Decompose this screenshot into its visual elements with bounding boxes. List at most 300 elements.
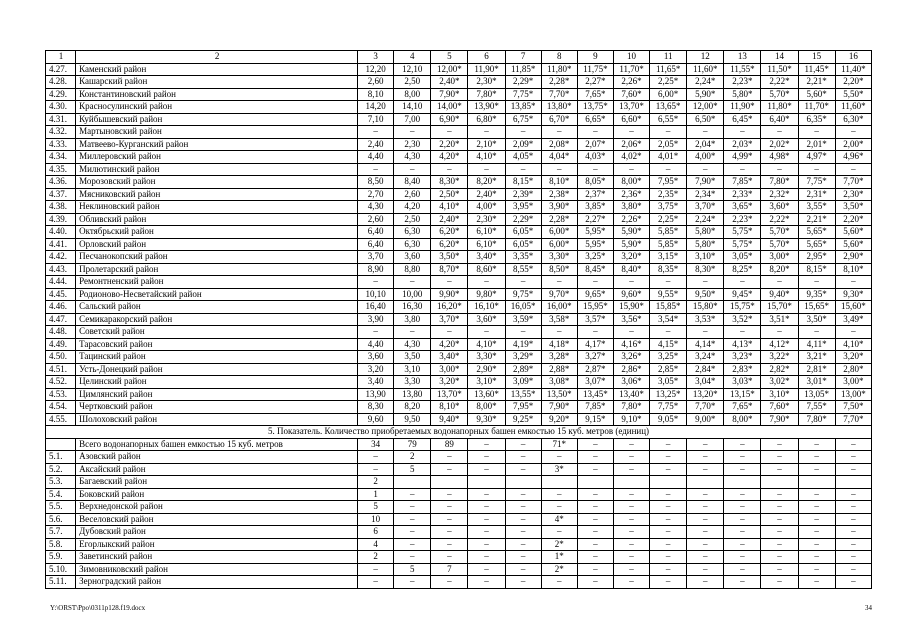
row-number-cell: 4.53. — [46, 388, 76, 401]
value-cell: – — [724, 526, 761, 539]
value-cell: 2,00* — [835, 138, 871, 151]
value-cell: 2,84* — [687, 363, 724, 376]
value-cell: 9,15* — [577, 413, 613, 426]
value-cell: – — [835, 538, 871, 551]
value-cell: 3,05* — [650, 376, 687, 389]
value-cell: – — [835, 326, 871, 339]
value-cell: 2,40* — [431, 213, 468, 226]
value-cell: 12,00* — [687, 101, 724, 114]
table-row — [46, 476, 872, 489]
row-label-cell: Константиновский район — [76, 88, 358, 101]
value-cell: 5 — [394, 563, 431, 576]
value-cell: – — [577, 126, 613, 139]
table-row — [46, 313, 872, 326]
value-cell: – — [394, 501, 431, 514]
value-cell: – — [613, 451, 649, 464]
value-cell: – — [724, 438, 761, 451]
row-number-cell: 4.29. — [46, 88, 76, 101]
value-cell: 8,05* — [577, 176, 613, 189]
value-cell: 3,09* — [505, 376, 541, 389]
value-cell — [798, 476, 835, 489]
value-cell — [541, 476, 577, 489]
value-cell: – — [468, 126, 505, 139]
row-label-cell: Аксайский район — [76, 463, 358, 476]
value-cell: – — [394, 526, 431, 539]
row-label-cell: Неклиновский район — [76, 201, 358, 214]
value-cell: – — [761, 501, 798, 514]
value-cell: – — [358, 563, 394, 576]
row-label-cell: Сальский район — [76, 301, 358, 314]
row-number-cell: 4.48. — [46, 326, 76, 339]
table-row — [46, 551, 872, 564]
value-cell: – — [835, 526, 871, 539]
value-cell: – — [798, 326, 835, 339]
value-cell: 7,85* — [577, 401, 613, 414]
value-cell: – — [650, 463, 687, 476]
value-cell: – — [724, 326, 761, 339]
value-cell: 3,95* — [505, 201, 541, 214]
value-cell: – — [505, 276, 541, 289]
value-cell: – — [358, 451, 394, 464]
value-cell: 2,20* — [835, 76, 871, 89]
value-cell: – — [394, 163, 431, 176]
value-cell: 11,45* — [798, 63, 835, 76]
value-cell: 9,45* — [724, 288, 761, 301]
value-cell: 3,40* — [431, 351, 468, 364]
value-cell: 4,98* — [761, 151, 798, 164]
value-cell: 5,70* — [761, 88, 798, 101]
value-cell: 2,80* — [835, 363, 871, 376]
row-number-cell: 5.2. — [46, 463, 76, 476]
value-cell: – — [724, 551, 761, 564]
value-cell: 8,00* — [613, 176, 649, 189]
value-cell: – — [577, 438, 613, 451]
value-cell: 9,20* — [541, 413, 577, 426]
value-cell: 11 — [650, 51, 687, 64]
value-cell: 3,40* — [468, 251, 505, 264]
row-label-cell: Советский район — [76, 326, 358, 339]
value-cell: 3,24* — [687, 351, 724, 364]
value-cell: 7,80* — [798, 413, 835, 426]
value-cell: – — [650, 326, 687, 339]
value-cell: – — [505, 451, 541, 464]
value-cell: 5,70* — [761, 226, 798, 239]
value-cell: 3,30* — [541, 251, 577, 264]
value-cell: 2,06* — [613, 138, 649, 151]
row-number-cell: 4.42. — [46, 251, 76, 264]
value-cell: 13,55* — [505, 388, 541, 401]
value-cell: 4,01* — [650, 151, 687, 164]
value-cell: – — [541, 501, 577, 514]
value-cell: 5,60* — [835, 238, 871, 251]
row-label-cell: Матвеево-Курганский район — [76, 138, 358, 151]
table-row — [46, 88, 872, 101]
value-cell: 2,30* — [468, 76, 505, 89]
value-cell: 3,90 — [358, 313, 394, 326]
value-cell: 2,33* — [724, 188, 761, 201]
value-cell: 2,87* — [577, 363, 613, 376]
value-cell: – — [835, 276, 871, 289]
value-cell: 2,24* — [687, 76, 724, 89]
value-cell: 4,17* — [577, 338, 613, 351]
value-cell: 3,28* — [541, 351, 577, 364]
value-cell: 3,51* — [761, 313, 798, 326]
value-cell: 2,39* — [505, 188, 541, 201]
value-cell: – — [431, 326, 468, 339]
value-cell: 2,22* — [761, 76, 798, 89]
value-cell: 3,21* — [798, 351, 835, 364]
row-number-cell: 4.54. — [46, 401, 76, 414]
value-cell: 6,55* — [650, 113, 687, 126]
value-cell: – — [577, 501, 613, 514]
table-row — [46, 176, 872, 189]
value-cell: – — [431, 488, 468, 501]
table-row — [46, 438, 872, 451]
value-cell: 2,40* — [431, 76, 468, 89]
value-cell: 3,60 — [394, 251, 431, 264]
value-cell: 3,85* — [577, 201, 613, 214]
row-number-cell: 4.40. — [46, 226, 76, 239]
table-row — [46, 288, 872, 301]
value-cell: – — [761, 126, 798, 139]
value-cell: 15,65* — [798, 301, 835, 314]
value-cell: 11,75* — [577, 63, 613, 76]
value-cell: 5,70* — [761, 238, 798, 251]
value-cell: 13,70* — [613, 101, 649, 114]
value-cell: 3,80* — [613, 201, 649, 214]
table-row — [46, 538, 872, 551]
value-cell: 3,10 — [394, 363, 431, 376]
value-cell: – — [650, 276, 687, 289]
value-cell: 12,00* — [431, 63, 468, 76]
value-cell: 15,70* — [761, 301, 798, 314]
value-cell: 3,10* — [468, 376, 505, 389]
value-cell: – — [468, 551, 505, 564]
value-cell: 11,40* — [835, 63, 871, 76]
value-cell: 3,50* — [798, 313, 835, 326]
value-cell: 3,03* — [724, 376, 761, 389]
row-number-cell: 5.5. — [46, 501, 76, 514]
value-cell: – — [687, 576, 724, 589]
value-cell: 6,10* — [468, 238, 505, 251]
value-cell: – — [687, 551, 724, 564]
value-cell: – — [505, 326, 541, 339]
table-row — [46, 113, 872, 126]
value-cell: 2,88* — [541, 363, 577, 376]
value-cell: – — [468, 463, 505, 476]
table-row — [46, 126, 872, 139]
value-cell — [577, 476, 613, 489]
table-row — [46, 138, 872, 151]
row-number-cell: 4.38. — [46, 201, 76, 214]
row-number-cell: 5.1. — [46, 451, 76, 464]
value-cell: 11,85* — [505, 63, 541, 76]
value-cell: – — [505, 551, 541, 564]
value-cell: 3,60* — [468, 313, 505, 326]
value-cell: 2,01* — [798, 138, 835, 151]
value-cell: – — [577, 563, 613, 576]
value-cell: 2,89* — [505, 363, 541, 376]
value-cell: 9,70* — [541, 288, 577, 301]
value-cell: – — [468, 326, 505, 339]
value-cell: 3,75* — [650, 201, 687, 214]
value-cell: 2,60 — [358, 76, 394, 89]
value-cell: – — [358, 326, 394, 339]
value-cell: 5,75* — [724, 238, 761, 251]
value-cell: 3,07* — [577, 376, 613, 389]
value-cell: 13,50* — [541, 388, 577, 401]
row-label-cell: Миллеровский район — [76, 151, 358, 164]
value-cell: 13,75* — [577, 101, 613, 114]
value-cell: 9,50 — [394, 413, 431, 426]
value-cell: 2,85* — [650, 363, 687, 376]
value-cell: – — [650, 538, 687, 551]
value-cell: 4,13* — [724, 338, 761, 351]
value-cell: 5,75* — [724, 226, 761, 239]
value-cell: 13,60* — [468, 388, 505, 401]
value-cell: 2,03* — [724, 138, 761, 151]
value-cell: 7,70* — [835, 413, 871, 426]
value-cell: 2 — [394, 451, 431, 464]
value-cell: 4,97* — [798, 151, 835, 164]
value-cell: 7,75* — [798, 176, 835, 189]
value-cell: 2,90* — [835, 251, 871, 264]
value-cell: 8,55* — [505, 263, 541, 276]
value-cell: – — [835, 126, 871, 139]
row-number-cell: 4.43. — [46, 263, 76, 276]
row-label-cell: Тарасовский район — [76, 338, 358, 351]
value-cell: – — [431, 513, 468, 526]
value-cell: 4 — [394, 51, 431, 64]
row-label-cell: Обливский район — [76, 213, 358, 226]
value-cell: 5 — [358, 501, 394, 514]
value-cell: – — [724, 488, 761, 501]
row-label-cell: Семикаракорский район — [76, 313, 358, 326]
value-cell: – — [650, 163, 687, 176]
value-cell: 13,20* — [687, 388, 724, 401]
value-cell: 7,95* — [650, 176, 687, 189]
row-label-cell: Боковский район — [76, 488, 358, 501]
value-cell: 4,40 — [358, 338, 394, 351]
value-cell: – — [798, 513, 835, 526]
value-cell: 13,05* — [798, 388, 835, 401]
value-cell: – — [650, 551, 687, 564]
value-cell: 2,21* — [798, 76, 835, 89]
value-cell: 2,21* — [798, 213, 835, 226]
value-cell: 8,90 — [358, 263, 394, 276]
table-row — [46, 238, 872, 251]
value-cell: – — [505, 538, 541, 551]
value-cell: – — [505, 526, 541, 539]
value-cell: 4,04* — [541, 151, 577, 164]
value-cell: – — [431, 526, 468, 539]
value-cell: 6,35* — [798, 113, 835, 126]
row-label-cell: Целинский район — [76, 376, 358, 389]
value-cell: – — [798, 563, 835, 576]
value-cell: 2,20* — [835, 213, 871, 226]
value-cell — [394, 476, 431, 489]
value-cell: 8,00 — [394, 88, 431, 101]
value-cell: 13,15* — [724, 388, 761, 401]
value-cell: 3,10* — [687, 251, 724, 264]
value-cell: 13,90* — [468, 101, 505, 114]
value-cell: 79 — [394, 438, 431, 451]
value-cell: 5,90* — [687, 88, 724, 101]
value-cell: 3,70* — [431, 313, 468, 326]
value-cell: 2,05* — [650, 138, 687, 151]
value-cell: 5,95* — [577, 238, 613, 251]
value-cell: 11,65* — [650, 63, 687, 76]
section-title: 5. Показатель. Количество приобретаемых водонапорных башен емкостью 15 куб. метров (единиц) — [46, 426, 872, 439]
value-cell: – — [613, 438, 649, 451]
value-cell: 8,15* — [505, 176, 541, 189]
value-cell: 6,10* — [468, 226, 505, 239]
table-row — [46, 513, 872, 526]
row-number-cell: 5.6. — [46, 513, 76, 526]
value-cell: 3 — [358, 51, 394, 64]
value-cell: 3,08* — [541, 376, 577, 389]
value-cell: – — [613, 526, 649, 539]
value-cell: 2,02* — [761, 138, 798, 151]
value-cell: – — [835, 463, 871, 476]
value-cell: – — [835, 551, 871, 564]
table-row — [46, 351, 872, 364]
value-cell: 7,70* — [541, 88, 577, 101]
row-label-cell: Азовский район — [76, 451, 358, 464]
value-cell: 34 — [358, 438, 394, 451]
value-cell: – — [613, 326, 649, 339]
value-cell: 9,35* — [798, 288, 835, 301]
value-cell: 2,08* — [541, 138, 577, 151]
value-cell: – — [541, 526, 577, 539]
value-cell: 5 — [431, 51, 468, 64]
value-cell: 7,80* — [468, 88, 505, 101]
value-cell: 3,10* — [761, 388, 798, 401]
value-cell: 1* — [541, 551, 577, 564]
value-cell: – — [724, 563, 761, 576]
value-cell: 15,85* — [650, 301, 687, 314]
table-row — [46, 213, 872, 226]
value-cell: 3,22* — [761, 351, 798, 364]
value-cell: 11,55* — [724, 63, 761, 76]
value-cell: 8,10 — [358, 88, 394, 101]
value-cell: 5,90* — [613, 238, 649, 251]
value-cell: 3,49* — [835, 313, 871, 326]
value-cell: 6,65* — [577, 113, 613, 126]
value-cell: – — [613, 563, 649, 576]
value-cell: 3,59* — [505, 313, 541, 326]
value-cell: – — [541, 576, 577, 589]
value-cell: 5,80* — [687, 238, 724, 251]
value-cell: 4,30 — [394, 338, 431, 351]
value-cell: – — [724, 163, 761, 176]
value-cell: 3,29* — [505, 351, 541, 364]
data-table — [45, 50, 872, 589]
value-cell: 8,45* — [577, 263, 613, 276]
value-cell: – — [687, 126, 724, 139]
value-cell: 3,04* — [687, 376, 724, 389]
value-cell: 6 — [468, 51, 505, 64]
value-cell: 11,90* — [724, 101, 761, 114]
row-number-cell: 4.28. — [46, 76, 76, 89]
value-cell: 2,81* — [798, 363, 835, 376]
value-cell: 2,20* — [431, 138, 468, 151]
value-cell: 7,10 — [358, 113, 394, 126]
value-cell: 6,40 — [358, 238, 394, 251]
value-cell: – — [650, 451, 687, 464]
value-cell: 7,50* — [835, 401, 871, 414]
value-cell: 2,82* — [761, 363, 798, 376]
value-cell: 14,00* — [431, 101, 468, 114]
value-cell: – — [505, 563, 541, 576]
value-cell: 2* — [541, 538, 577, 551]
row-label-cell: Куйбышевский район — [76, 113, 358, 126]
value-cell: 9,05* — [650, 413, 687, 426]
value-cell: – — [650, 438, 687, 451]
row-label-cell: Мартыновский район — [76, 126, 358, 139]
value-cell — [468, 476, 505, 489]
table-row — [46, 488, 872, 501]
value-cell: – — [394, 538, 431, 551]
value-cell: 6,60* — [613, 113, 649, 126]
value-cell: 3,60 — [358, 351, 394, 364]
value-cell: – — [431, 451, 468, 464]
value-cell: 8,50 — [358, 176, 394, 189]
value-cell: 3,70 — [358, 251, 394, 264]
value-cell: – — [650, 576, 687, 589]
value-cell: 10 — [358, 513, 394, 526]
value-cell: 3,56* — [613, 313, 649, 326]
value-cell: 6,45* — [724, 113, 761, 126]
value-cell: – — [577, 551, 613, 564]
value-cell: – — [613, 276, 649, 289]
row-number-cell: 4.41. — [46, 238, 76, 251]
value-cell: 9,50* — [687, 288, 724, 301]
value-cell: 2,28* — [541, 76, 577, 89]
value-cell — [650, 476, 687, 489]
value-cell: 5 — [394, 463, 431, 476]
value-cell: – — [577, 163, 613, 176]
table-row — [46, 326, 872, 339]
value-cell: 2,25* — [650, 213, 687, 226]
value-cell: 3,55* — [798, 201, 835, 214]
value-cell: 3,20* — [835, 351, 871, 364]
value-cell: – — [650, 563, 687, 576]
value-cell: 5,60* — [798, 88, 835, 101]
table-body — [46, 51, 872, 589]
value-cell: 9,75* — [505, 288, 541, 301]
row-number-cell: 4.49. — [46, 338, 76, 351]
row-number-cell: 4.34. — [46, 151, 76, 164]
value-cell: 5,60* — [835, 226, 871, 239]
row-number-cell: 5.7. — [46, 526, 76, 539]
value-cell: 13,80* — [541, 101, 577, 114]
value-cell: 6,20* — [431, 226, 468, 239]
row-number-cell: 4.36. — [46, 176, 76, 189]
value-cell: – — [798, 576, 835, 589]
table-row — [46, 401, 872, 414]
row-number-cell: 5.4. — [46, 488, 76, 501]
value-cell: 13,80 — [394, 388, 431, 401]
value-cell: – — [577, 488, 613, 501]
value-cell: 71* — [541, 438, 577, 451]
value-cell: 3,00* — [835, 376, 871, 389]
row-number-cell: 4.47. — [46, 313, 76, 326]
value-cell: 9,25* — [505, 413, 541, 426]
value-cell: 2,29* — [505, 76, 541, 89]
value-cell: – — [798, 463, 835, 476]
value-cell: 8,60* — [468, 263, 505, 276]
